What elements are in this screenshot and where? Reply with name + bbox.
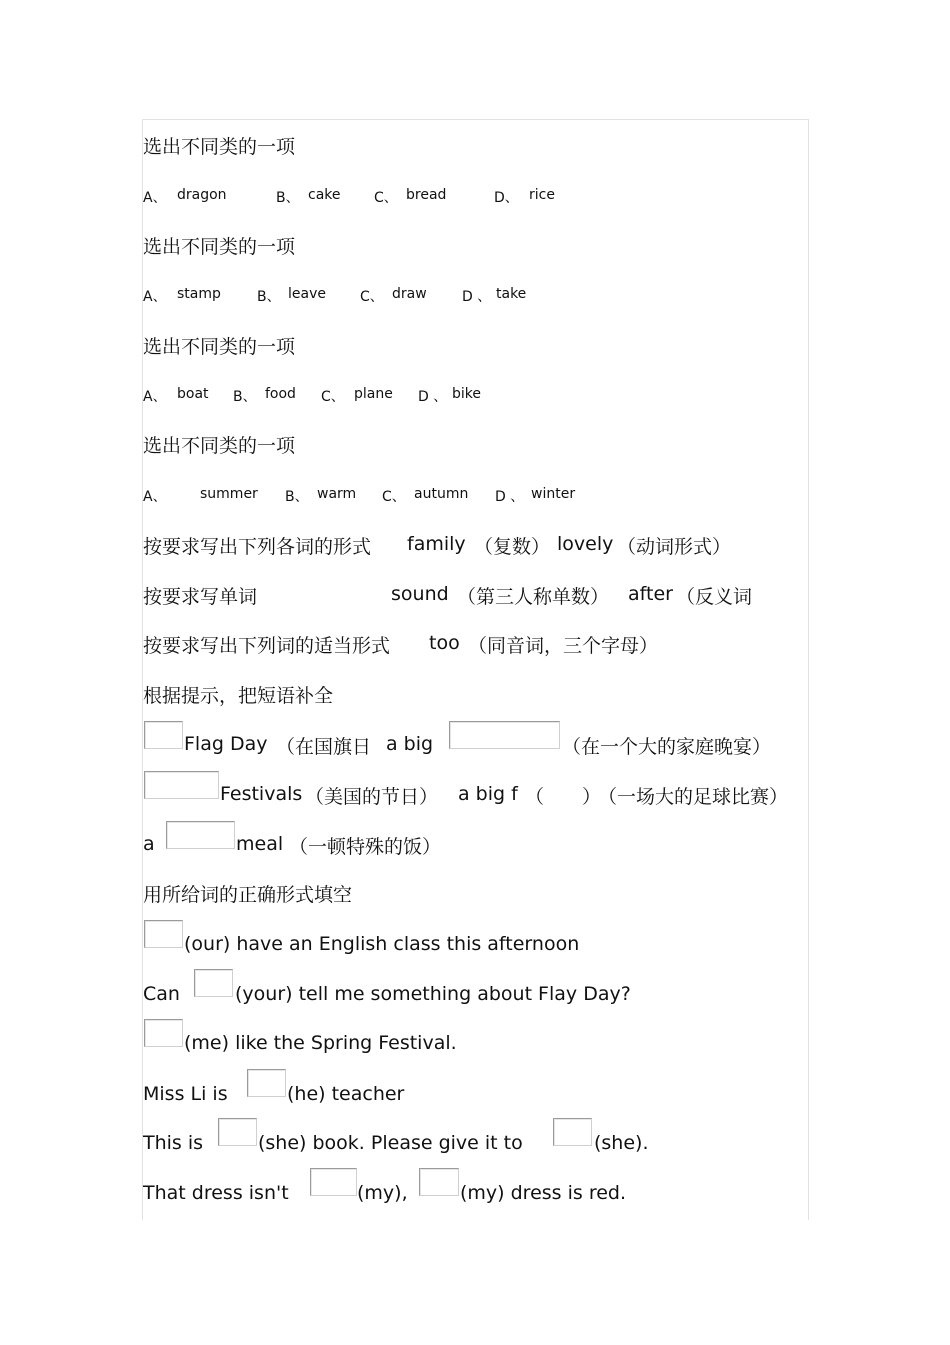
phrase-text: a big f bbox=[458, 783, 518, 805]
sentence-text: Can bbox=[143, 983, 180, 1005]
blank-input[interactable] bbox=[144, 771, 219, 799]
section-title: 用所给词的正确形式填空 bbox=[143, 884, 353, 906]
option-c-text: autumn bbox=[414, 486, 469, 502]
option-b-label: B、 bbox=[276, 190, 300, 206]
option-d-label: D 、 bbox=[462, 289, 492, 305]
blank-input[interactable] bbox=[419, 1168, 459, 1196]
word-form-prompt: 按要求写出下列各词的形式 bbox=[143, 536, 372, 558]
word-note: （第三人称单数） bbox=[457, 586, 610, 608]
question-title: 选出不同类的一项 bbox=[143, 136, 296, 158]
phrase-blank-paren: （ ） bbox=[525, 786, 602, 808]
option-a-label: A、 bbox=[143, 489, 167, 505]
sentence-text: (she) book. Please give it to bbox=[258, 1132, 523, 1154]
word-note: （同音词，三个字母） bbox=[468, 635, 659, 657]
phrase-text: a big bbox=[386, 733, 434, 755]
word-note: （动词形式） bbox=[617, 536, 732, 558]
word: too bbox=[429, 632, 460, 654]
option-c-label: C、 bbox=[321, 389, 345, 405]
question-title: 选出不同类的一项 bbox=[143, 435, 296, 457]
blank-input[interactable] bbox=[218, 1118, 257, 1146]
sentence-text: (our) have an English class this afternoon bbox=[184, 933, 580, 955]
question-title: 选出不同类的一项 bbox=[143, 336, 296, 358]
word-form-prompt: 按要求写出下列词的适当形式 bbox=[143, 635, 391, 657]
option-c-text: plane bbox=[354, 386, 393, 402]
option-b-text: leave bbox=[288, 286, 326, 302]
option-b-text: warm bbox=[317, 486, 357, 502]
option-b-text: food bbox=[265, 386, 296, 402]
sentence-text: (your) tell me something about Flay Day? bbox=[235, 983, 631, 1005]
section-title: 根据提示，把短语补全 bbox=[143, 685, 334, 707]
option-d-label: D 、 bbox=[495, 489, 525, 505]
sentence-text: Miss Li is bbox=[143, 1083, 228, 1105]
option-a-text: boat bbox=[177, 386, 209, 402]
word: after bbox=[628, 583, 673, 605]
option-c-text: bread bbox=[406, 187, 447, 203]
word-note: （复数） bbox=[474, 536, 551, 558]
page-frame bbox=[142, 119, 809, 1220]
option-b-label: B、 bbox=[285, 489, 309, 505]
option-a-label: A、 bbox=[143, 289, 167, 305]
word: family bbox=[407, 533, 466, 555]
blank-input[interactable] bbox=[144, 721, 183, 749]
blank-input[interactable] bbox=[144, 920, 183, 948]
sentence-text: (she). bbox=[594, 1132, 649, 1154]
sentence-text: This is bbox=[143, 1132, 204, 1154]
blank-input[interactable] bbox=[166, 821, 235, 849]
word-note: （反义词 bbox=[676, 586, 753, 608]
phrase-note: （美国的节日） bbox=[305, 786, 439, 808]
sentence-text: (me) like the Spring Festival. bbox=[184, 1032, 457, 1054]
sentence-text: (my) dress is red. bbox=[460, 1182, 626, 1204]
word: sound bbox=[391, 583, 449, 605]
option-c-label: C、 bbox=[360, 289, 384, 305]
phrase-text: Festivals bbox=[220, 783, 303, 805]
phrase-note: （一顿特殊的饭） bbox=[289, 836, 442, 858]
option-d-label: D 、 bbox=[418, 389, 448, 405]
blank-input[interactable] bbox=[553, 1118, 592, 1146]
option-a-text: stamp bbox=[177, 286, 221, 302]
option-d-text: bike bbox=[452, 386, 481, 402]
phrase-text: meal bbox=[236, 833, 284, 855]
option-d-text: rice bbox=[529, 187, 555, 203]
phrase-text: a bbox=[143, 833, 155, 855]
word: lovely bbox=[557, 533, 614, 555]
option-a-text: summer bbox=[200, 486, 258, 502]
phrase-note: （在国旗日 bbox=[276, 736, 372, 758]
word-form-prompt: 按要求写单词 bbox=[143, 586, 258, 608]
sentence-text: (he) teacher bbox=[287, 1083, 405, 1105]
blank-input[interactable] bbox=[194, 969, 233, 997]
blank-input[interactable] bbox=[449, 721, 560, 749]
sentence-text: That dress isn't bbox=[143, 1182, 289, 1204]
blank-input[interactable] bbox=[247, 1069, 286, 1097]
option-d-text: take bbox=[496, 286, 527, 302]
phrase-note: （一场大的足球比赛） bbox=[598, 786, 789, 808]
option-d-text: winter bbox=[531, 486, 576, 502]
option-c-text: draw bbox=[392, 286, 427, 302]
option-a-text: dragon bbox=[177, 187, 227, 203]
phrase-text: Flag Day bbox=[184, 733, 268, 755]
blank-input[interactable] bbox=[310, 1168, 357, 1196]
sentence-text: (my), bbox=[357, 1182, 408, 1204]
phrase-note: （在一个大的家庭晚宴） bbox=[562, 736, 772, 758]
option-c-label: C、 bbox=[374, 190, 398, 206]
option-c-label: C、 bbox=[382, 489, 406, 505]
option-a-label: A、 bbox=[143, 389, 167, 405]
question-title: 选出不同类的一项 bbox=[143, 236, 296, 258]
option-a-label: A、 bbox=[143, 190, 167, 206]
option-b-label: B、 bbox=[233, 389, 257, 405]
option-b-text: cake bbox=[308, 187, 341, 203]
option-d-label: D、 bbox=[494, 190, 519, 206]
option-b-label: B、 bbox=[257, 289, 281, 305]
blank-input[interactable] bbox=[144, 1019, 183, 1047]
